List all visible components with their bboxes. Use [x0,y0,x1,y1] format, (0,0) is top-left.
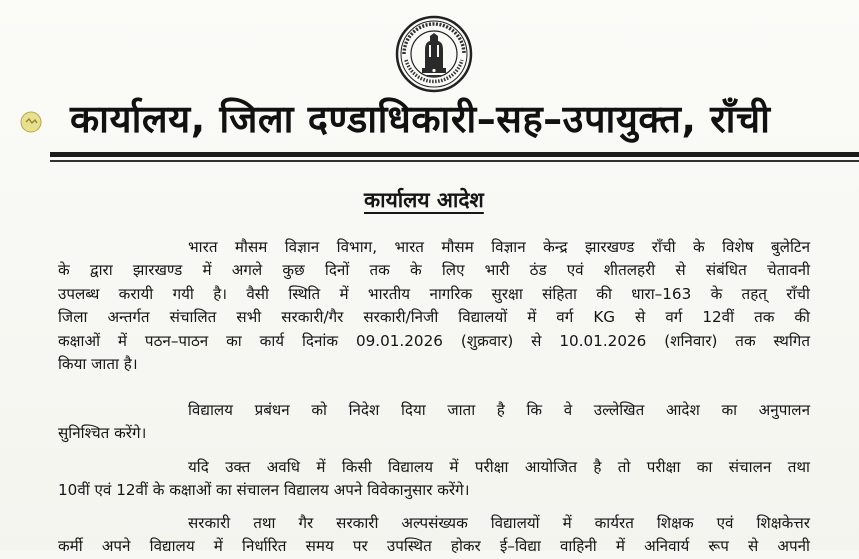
paragraph-line: कर्मी अपने विद्यालय में निर्धारित समय पर उपस्थित होकर ई–विद्या वाहिनी में अनिवार्य रूप से अपनी [58,537,810,556]
order-paragraph-3 [58,456,810,503]
order-paragraph-4 [58,512,810,559]
order-heading: कार्यालय आदेश [364,188,484,212]
paragraph-line: सरकारी तथा गैर सरकारी अल्पसंख्यक विद्यालयों में कार्यरत शिक्षक एवं शिक्षकेत्तर [188,514,810,532]
paragraph-line: किया जाता है। [58,355,138,374]
paragraph-line: जिला अन्तर्गत संचालित सभी सरकारी/गैर सरकारी/निजी विद्यालयों में वर्ग KG से वर्ग 12वीं तक की [58,308,810,327]
order-paragraph-2 [58,399,810,446]
paragraph-line: विद्यालय प्रबंधन को निदेश दिया जाता है कि वे उल्लेखित आदेश का अनुपालन [188,401,810,419]
paragraph-line: उपलब्ध करायी गयी है। वैसी स्थिति में भारतीय नागरिक सुरक्षा संहिता की धारा–163 के तहत् राँची [58,284,810,303]
header-rule-thick [50,152,859,157]
office-title: कार्यालय, जिला दण्डाधिकारी–सह–उपायुक्त, राँची [70,97,771,141]
state-emblem-seal-icon [394,14,474,94]
hole-punch-mark [20,111,42,133]
paragraph-line: यदि उक्त अवधि में किसी विद्यालय में परीक्षा आयोजित है तो परीक्षा का संचालन तथा [188,458,810,476]
order-paragraph-1 [58,236,810,376]
paragraph-line: भारत मौसम विज्ञान विभाग, भारत मौसम विज्ञान केन्द्र झारखण्ड राँची के विशेष बुलेटिन [188,238,810,256]
paragraph-line: 10वीं एवं 12वीं के कक्षाओं का संचालन विद्यालय अपने विवेकानुसार करेंगे। [58,481,470,500]
paragraph-line: के द्वारा झारखण्ड में अगले कुछ दिनों तक के लिए भारी ठंड एवं शीतलहरी से संबंधित चेतावनी [58,261,810,280]
paragraph-line: कक्षाओं में पठन–पाठन का कार्य दिनांक 09.01.2026 (शुक्रवार) से 10.01.2026 (शनिवार) तक स्थगित [58,331,810,350]
header-rule-thin [50,160,859,162]
paragraph-line: सुनिश्चित करेंगे। [58,424,147,443]
